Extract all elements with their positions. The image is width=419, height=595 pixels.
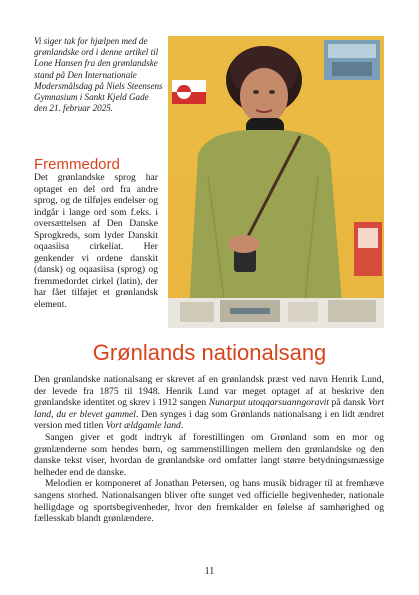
body-paragraph-2: Sangen giver et godt indtryk af forestillingen om Grønland som en mor og grønlænderne som hendes børn, og sammenstillingen mellem den grønlandske og den danske tekst viser, hvordan de grønlandske ord omfatter langt større betydningsmæssige helheder end de danske. (34, 431, 384, 478)
body-paragraph-3: Melodien er komponeret af Jonathan Petersen, og hans musik bidrager til at fremhæve sangens storhed. Nationalsangen bliver ofte sunget ved officielle begivenheder, nationale helligdage og sportsbegivenheder, hvor den fremkalder en følelse af samhørighed og fællesskab blandt grønlændere. (34, 478, 384, 525)
anthem-title: Vort ældgamle land (105, 420, 181, 432)
photo-caption: Vi siger tak for hjælpen med de grønlandske ord i denne artikel til Lone Hansen fra den grønlandske stand på Den Internationale Modersmålsdag på Niels Steensens Gymnasium i Sankt Kjeld Gade den 21. februar 2025. (34, 36, 163, 114)
fremmedord-heading: Fremmedord (34, 156, 120, 173)
body-paragraph-1: Den grønlandske nationalsang er skrevet af en grønlandsk præst ved navn Henrik Lund, der levede fra 1875 til 1948. Henrik Lund var meget optaget af at beskrive den grønlandske identitet og skrev i 1912 sangen Nunarput utoqqarsuanngoravit på dansk Vort land, du er blevet gammel. Den synges i dag som Grønlands nationalsang i en lidt ændret version med titlen Vort ældgamle land. (34, 374, 384, 432)
song-title-danish: Vort land, du er blevet gammel (34, 397, 384, 420)
song-title-greenlandic: Nunarput utoqqarsuanngoravit (208, 397, 330, 409)
fremmedord-text (34, 172, 158, 311)
page-number: 11 (204, 566, 215, 577)
fremmedord-paragraph: Det grønlandske sprog har optaget en del ord fra andre sprog, og de tilføjes endelser og indgår i lange ord som f.eks. i oversættelsen af Den Danske Sprogkreds, som lyder Danskit oqaasiisa cirkeliat. Her genkender vi ordene danskit (dansk) og oqaasiisa (sprog) og fremmedordet cirkel (latin), der har fået tilføjet et grønlandsk element. (34, 172, 158, 311)
nationalsang-heading: Grønlands nationalsang (92, 340, 327, 365)
article-body (34, 374, 384, 525)
photo-woman-at-stand (168, 36, 384, 328)
